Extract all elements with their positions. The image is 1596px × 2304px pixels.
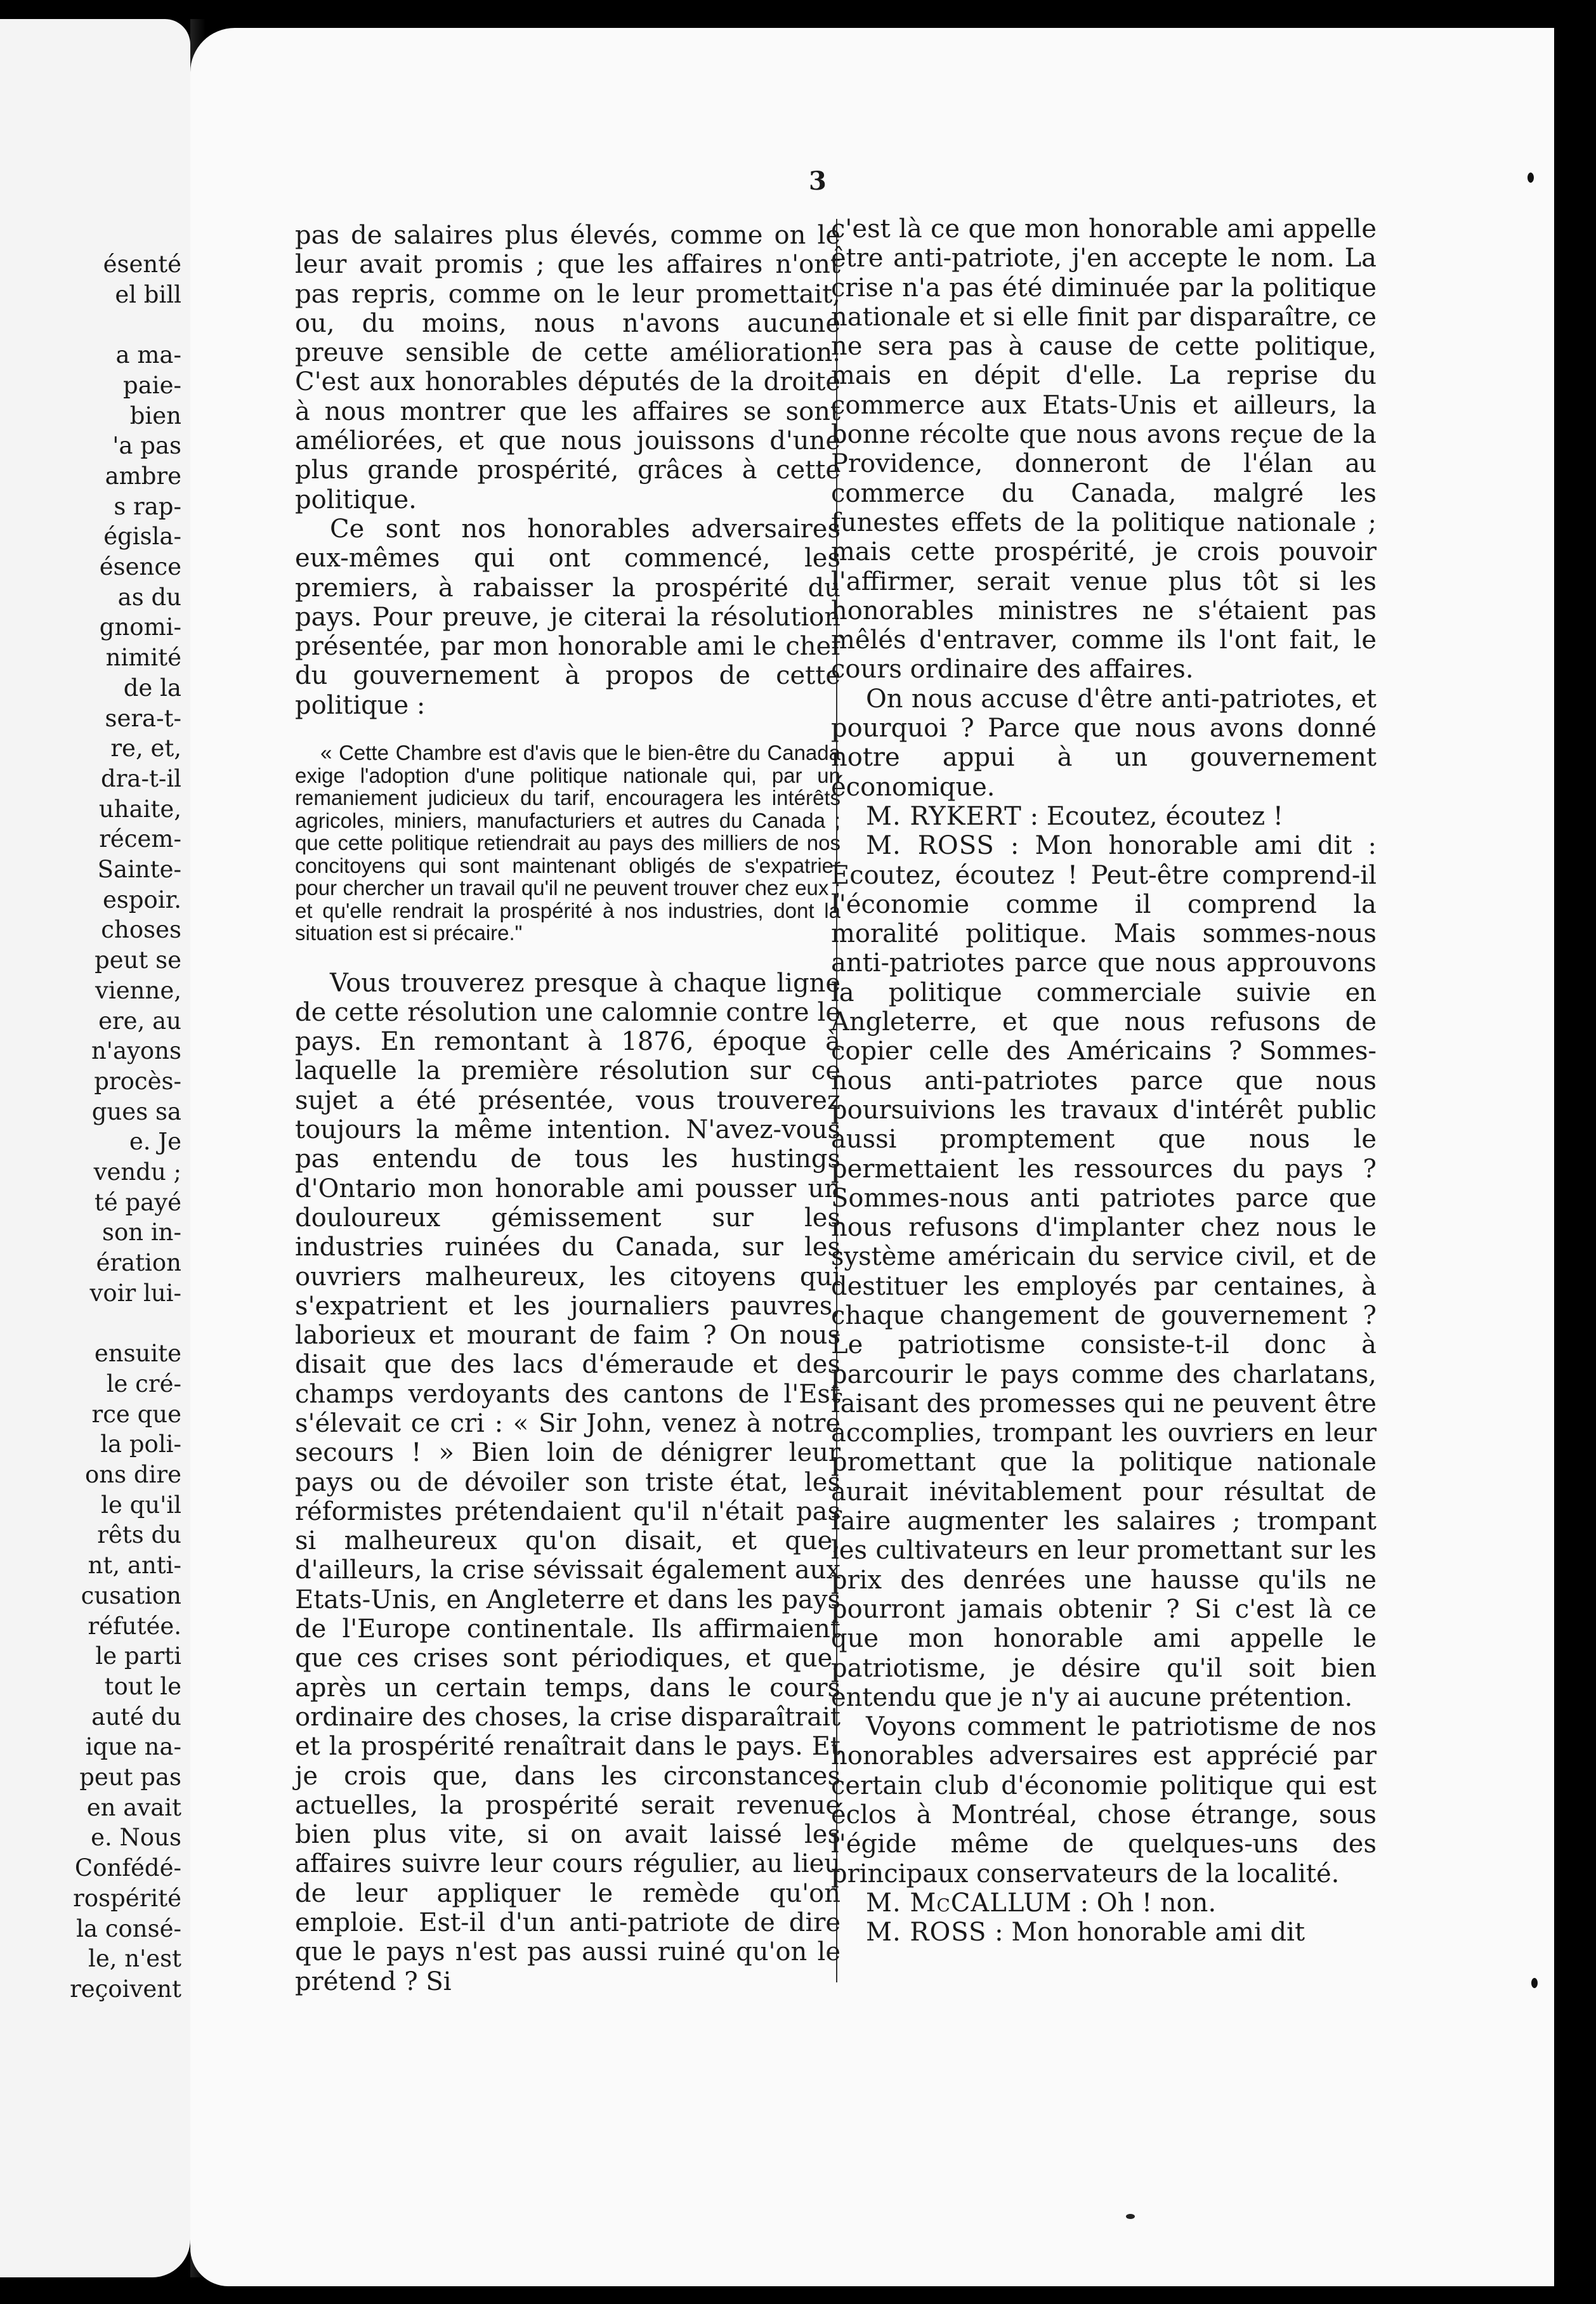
left-page-text-fragment: le, n'est [88,1945,181,1973]
left-page-text-fragment: uhaite, [98,795,181,823]
left-page-text-fragment: ambre [105,462,181,490]
speech-text: : Oh ! non. [1071,1888,1217,1918]
left-page-text-fragment: en avait [86,1793,181,1821]
right-paragraph-voyons: Voyons comment le patriotisme de nos honorables adversaires est apprécié par certain club d'économie politique qui est éclos à Montréal, chose étrange, sous l'égide même de quelques-uns des principaux conservateurs de la localité. [831,1712,1377,1888]
rykert-interjection [831,802,1377,831]
left-page-text-fragment: peut se [95,946,181,974]
left-page-text-fragment: dra-t-il [101,764,181,792]
left-page-text-fragment: e. Je [129,1128,181,1156]
left-page-text-fragment: ération [96,1249,181,1277]
left-page-text-fragment: té payé [94,1188,181,1216]
speaker-name: M. ROSS [866,831,995,861]
left-page-text-fragment: tout le [104,1672,181,1700]
left-page-text-fragment: ons dire [85,1461,181,1488]
left-page-text-fragment: récem- [99,825,181,853]
left-page-text-fragment: peut pas [79,1764,181,1791]
left-page-text-fragment: 'a pas [112,432,181,460]
left-page-text-fragment: réfutée. [88,1612,181,1640]
left-page-text-fragment: n'ayons [91,1037,181,1065]
speaker-name: M. McCALLUM [866,1888,1072,1918]
left-page-text-fragment: rce que [91,1400,181,1428]
left-paragraph-3: Vous trouverez presque à chaque ligne de cette résolution une calomnie contre le pays. En remontant à 1876, époque à laquelle la première résolution sur ce sujet a été présentée, vous trouverez toujours la même intention. N'avez-vous pas entendu de tous les hustings d'Ontario mon honorable ami pousser un douloureux gémissement sur les industries ruinées du Canada, sur les ouvriers malheureux, les citoyens qui s'expatrient et les journaliers pauvres, laborieux et mourant de faim ? On nous disait que des lacs d'émeraude et des champs verdoyants des cantons de l'Est s'élevait ce cri : « Sir John, venez à notre secours ! » Bien loin de dénigrer leur pays ou de dévoiler son triste état, les réformistes prétendaient qu'il n'était pas si malheureux qu'on disait, et que, d'ailleurs, la crise sévissait également aux Etats-Unis, en Angleterre et dans les pays de l'Europe continentale. Ils affirmaient que ces crises sont périodiques, et que, après un certain temps, dans le cours ordinaire des choses, la crise disparaîtrait et la prospérité renaîtrait dans le pays. Et je crois que, dans les circonstances actuelles, la prospérité serait revenue bien plus vite, si on avait laissé les affaires suivre leur cours régulier, au lieu de leur appliquer le remède qu'on emploie. Est-il d'un anti-patriote de dire que le pays n'est pas aussi ruiné qu'on le prétend ? Si [295,968,841,1996]
left-page-text-fragment: sera-t- [105,704,181,732]
left-paragraph-2: Ce sont nos honorables adversaires eux-mêmes qui ont commencé, les premiers, à rabaisser la prospérité du pays. Pour preuve, je citerai la résolution présentée, par mon honorable ami le chef du gouvernement à propos de cette politique : [295,514,841,720]
left-page-text-fragment: as du [117,583,181,611]
left-page-text-fragment: auté du [91,1703,181,1731]
left-page-text-fragment: procès- [94,1067,181,1095]
left-page-text-fragment: a ma- [115,341,181,369]
left-page-text-fragment: le qu'il [101,1491,181,1519]
left-page-text-fragment: vendu ; [93,1158,181,1186]
left-page-text-fragment: nt, anti- [88,1552,181,1580]
left-paragraph-1: pas de salaires plus élevés, comme on le leur avait promis ; que les affaires n'ont pas repris, comme on le leur promettait, ou, du moins, nous n'avons aucune preuve sensible de cette amélioration. C'est aux honorables députés de la droite à nous montrer que les affaires se sont améliorées, et que nous jouissons d'une plus grande prospérité, grâces à cette politique. [295,221,841,514]
ross-speech-1 [831,831,1377,1712]
left-page-text-fragment: Sainte- [97,856,181,883]
left-page-text-fragment: ere, au [98,1007,181,1035]
mccallum-interjection [831,1888,1377,1918]
page-number: 3 [809,166,828,196]
left-page-text-fragment: le cré- [106,1370,181,1397]
left-page-text-fragment: gues sa [91,1097,181,1125]
left-page-text-fragment: rêts du [97,1521,181,1549]
speaker-name: M. ROSS [866,1918,987,1947]
left-page-text-fragment: paie- [123,371,181,399]
ross-speech-2 [831,1918,1377,1947]
left-page-text-fragment: son in- [101,1219,181,1247]
left-page-text-fragment: cusation [81,1581,181,1609]
left-page-text-fragment: la consé- [76,1915,181,1942]
speech-text: : Mon honorable ami dit [986,1918,1305,1947]
left-page-text-fragment: égisla- [103,523,181,551]
left-page-text-fragment: choses [101,916,181,944]
left-page-text-fragment: rospérité [73,1884,181,1912]
left-page-text-fragment: ique na- [85,1733,181,1761]
left-page-text-fragment: de la [123,674,181,702]
left-page-text-fragment: ésenté [103,251,181,278]
left-facing-page [0,19,190,2277]
left-page-text-fragment: le parti [95,1642,181,1670]
left-page-text-fragment: gnomi- [99,613,181,641]
left-page-text-fragment: espoir. [102,886,181,913]
scan-speck [1527,173,1534,183]
right-paragraph-2: On nous accuse d'être anti-patriotes, et pourquoi ? Parce que nous avons donné notre appui à un gouvernement économique. [831,684,1377,802]
left-page-text-fragment: voir lui- [89,1279,181,1307]
speaker-name: M. RYKERT [866,801,1022,831]
left-page-text-fragment: s rap- [114,492,181,520]
left-page-text-fragment: Confédé- [74,1854,181,1882]
right-column [831,214,1377,1947]
resolution-quote: « Cette Chambre est d'avis que le bien-être du Canada exige l'adoption d'une politique nationale qui, par un remaniement judicieux du tarif, encouragera les intérêts agricoles, miniers, manufacturiers et autres du Canada ; que cette politique retiendrait au pays des milliers de nos concitoyens qui sont maintenant obligés de s'expatrier pour chercher un travail qu'il ne peuvent trouver chez eux ; et qu'elle rendrait la prospérité à nos industries, dont la situation est si précaire." [295,741,841,945]
left-page-text-fragment: ensuite [94,1340,181,1368]
left-page-text-fragment: reçoivent [70,1975,181,2003]
left-page-text-fragment: la poli- [100,1430,181,1458]
left-column [295,221,841,1996]
scan-speck [1531,1978,1538,1988]
left-page-text-fragment: re, et, [110,735,181,763]
speech-text: : Mon honorable ami dit : Ecoutez, écoutez ! Peut-être comprend-il l'économie comme il comprend la moralité politique. Mais sommes-nous anti-patriotes parce que nous approuvons la politique commerciale suivie en Angleterre, et que nous refusons de copier celle des Américains ? Sommes-nous anti-patriotes parce que nous poursuivions les travaux d'intérêt public aussi promptement que nous le permettaient les ressources du pays ? Sommes-nous anti patriotes parce que nous refusons d'implanter chez nous le système américain du service civil, et de destituer les employés par centaines, à chaque changement de gouvernement ? Le patriotisme consiste-t-il donc à parcourir le pays comme des charlatans, faisant des promesses qui ne peuvent être accomplies, trompant les ouvriers en leur promettant que la politique nationale aurait inévitablement pour résultat de faire augmenter les salaires ; trompant les cultivateurs en leur promettant sur les prix des denrées une hausse qu'ils ne pourront jamais obtenir ? Si c'est là ce que mon honorable ami appelle le patriotisme, je désire qu'il soit bien entendu que je n'y ai aucune prétention. [831,831,1377,1712]
speech-text: : Ecoutez, écoutez ! [1021,801,1283,831]
left-page-text-fragment: el bill [115,280,181,308]
left-page-text-fragment: e. Nous [91,1824,181,1852]
left-page-text-fragment: bien [129,402,181,429]
left-page-text-fragment: nimité [105,644,181,672]
right-paragraph-1: c'est là ce que mon honorable ami appelle être anti-patriote, j'en accepte le nom. La crise n'a pas été diminuée par la politique nationale et si elle finit par disparaître, ce ne sera pas à cause de cette politique, mais en dépit d'elle. La reprise du commerce aux Etats-Unis et ailleurs, la bonne récolte que nous avons reçue de la Providence, donneront de l'élan au commerce du Canada, malgré les funestes effets de la politique nationale ; mais cette prospérité, je crois pouvoir l'affirmer, serait venue plus tôt si les honorables ministres ne s'étaient pas mêlés d'entraver, comme ils l'ont fait, le cours ordinaire des affaires. [831,214,1377,684]
left-page-text-fragment: vienne, [95,976,181,1004]
left-page-text-fragment: ésence [99,553,181,580]
scan-speck [1126,2214,1135,2219]
